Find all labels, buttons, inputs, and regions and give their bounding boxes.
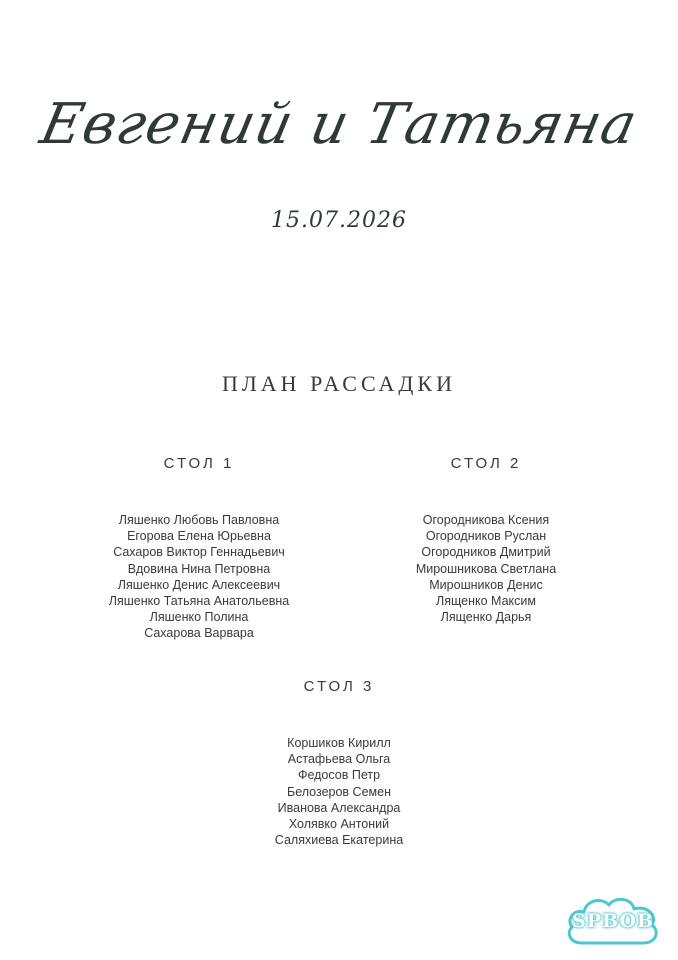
guest-name: Вдовина Нина Петровна (127, 561, 271, 576)
couple-names-title: Евгений и Татьяна (34, 92, 644, 157)
guest-name: Ляшенко Любовь Павловна (118, 513, 280, 527)
guest-name: Мирошникова Светлана (415, 561, 557, 576)
guest-name: Коршиков Кирилл (287, 736, 391, 750)
table-1-heading: СТОЛ 1 (163, 455, 235, 472)
guest-name: Сахаров Виктор Геннадьевич (113, 545, 285, 560)
table-2-heading: СТОЛ 2 (450, 455, 522, 472)
wedding-date: 15.07.2026 (271, 208, 407, 233)
guest-name: Холявко Антоний (288, 817, 390, 832)
guest-name: Огородникова Ксения (422, 513, 550, 527)
table-3-heading: СТОЛ 3 (303, 678, 375, 695)
guest-name: Саляхиева Екатерина (274, 833, 404, 848)
guest-name: Огородников Дмитрий (421, 545, 551, 560)
guest-name: Ляшенко Денис Алексеевич (117, 577, 281, 592)
guest-name: Сахарова Варвара (144, 626, 254, 641)
table-2-guest-list (357, 512, 615, 625)
guest-name: Астафьева Ольга (287, 752, 391, 767)
watermark-text: SPBOB (571, 910, 655, 932)
guest-name: Огородников Руслан (425, 529, 547, 544)
table-3-guest-list (210, 735, 468, 848)
table-2-section (357, 454, 615, 625)
guest-name: Ляшенко Татьяна Анатольевна (108, 594, 290, 609)
seating-plan-title: ПЛАН РАССАДКИ (221, 371, 456, 396)
guest-name: Мирошников Денис (429, 577, 543, 592)
guest-name: Иванова Александра (277, 800, 401, 815)
guest-name: Федосов Петр (297, 768, 381, 783)
guest-name: Лященко Дарья (440, 610, 532, 625)
guest-name: Белозеров Семен (287, 784, 391, 799)
cloud-watermark-logo (562, 891, 664, 951)
guest-name: Егорова Елена Юрьевна (127, 529, 271, 544)
guest-name: Ляшенко Полина (149, 610, 249, 625)
table-3-section (210, 677, 468, 848)
guest-name: Лященко Максим (436, 594, 536, 609)
table-1-section (70, 454, 328, 642)
table-1-guest-list (70, 512, 328, 642)
